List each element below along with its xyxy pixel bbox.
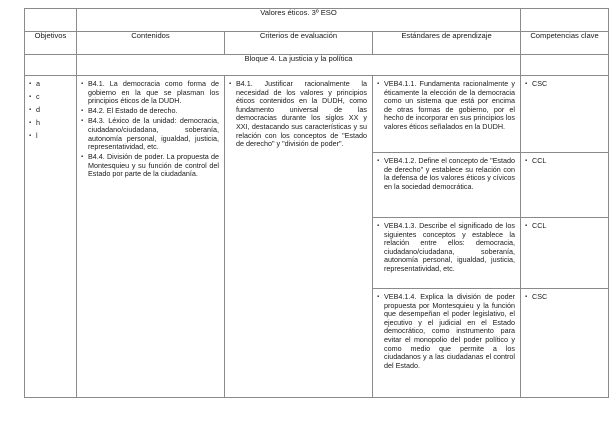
curriculum-table	[24, 8, 609, 398]
criterio-item: ▪ B4.1. Justificar racionalmente la necesidad de los valores y principios éticos contenidos en la DUDH, como fundamento universal de las democracias durante los siglos XX y XXI, destacando sus características y su relación con los conceptos de "Estado de derecho" y "división de poder".	[229, 80, 367, 149]
estandar-item: ▪ VEB4.1.2. Define el concepto de "Estado de derecho" y establece su relación con la defensa de los valores éticos y cívicos en la sociedad democrática.	[377, 157, 515, 191]
header-contenidos: Contenidos	[77, 32, 225, 55]
header-estandares: Estándares de aprendizaje	[373, 32, 521, 55]
contenidos-list	[81, 80, 219, 179]
contenidos-cell	[77, 76, 225, 398]
estandar-cell	[373, 218, 521, 289]
competencia-cell	[521, 153, 609, 218]
bloque-title: Bloque 4. La justicia y la política	[77, 55, 521, 76]
objetivos-list	[29, 80, 71, 141]
blank-cell-left	[25, 55, 77, 76]
estandar-item: ▪ VEB4.1.1. Fundamenta racionalmente y éticamente la elección de la democracia como un sistema que está por encima de otras formas de gobierno, por el hecho de incorporar en sus principios los valores éticos señalados en la DUDH.	[377, 80, 515, 132]
blank-cell-right	[521, 55, 609, 76]
estandar-cell	[373, 76, 521, 153]
estandar-cell	[373, 289, 521, 398]
competencia-cell	[521, 76, 609, 153]
table-title: Valores éticos. 3º ESO	[77, 9, 521, 32]
header-criterios: Criterios de evaluación	[225, 32, 373, 55]
competencia-item: ▪ CCL	[525, 157, 603, 166]
criterios-cell	[225, 76, 373, 398]
contenido-item: ▪ B4.3. Léxico de la unidad: democracia, ciudadano/ciudadana, soberanía, autonomía personal, igualdad, justicia, representatividad, etc.	[81, 117, 219, 151]
header-competencias: Competencias clave	[521, 32, 609, 55]
objetivo-item: ▪ c	[29, 93, 71, 102]
estandar-cell	[373, 153, 521, 218]
blank-corner-cell-right	[521, 9, 609, 32]
objetivo-item: ▪ h	[29, 119, 71, 128]
blank-corner-cell	[25, 9, 77, 32]
header-objetivos: Objetivos	[25, 32, 77, 55]
contenido-item: ▪ B4.2. El Estado de derecho.	[81, 107, 219, 116]
contenido-item: ▪ B4.4. División de poder. La propuesta de Montesquieu y su función de control del Estado por parte de la ciudadanía.	[81, 153, 219, 179]
estandar-item: ▪ VEB4.1.4. Explica la división de poder propuesta por Montesquieu y la función que desempeñan el poder legislativo, el ejecutivo y el judicial en el Estado democrático, como instrumento para evitar el monopolio del poder político y como medio que permite a los ciudadanos y a las ciudadanas el control del Estado.	[377, 293, 515, 370]
competencia-cell	[521, 289, 609, 398]
competencia-item: ▪ CSC	[525, 293, 603, 302]
objetivo-item: ▪ d	[29, 106, 71, 115]
competencia-cell	[521, 218, 609, 289]
estandar-item: ▪ VEB4.1.3. Describe el significado de los siguientes conceptos y establece la relación entre ellos: democracia, ciudadano/ciudadana, soberanía, autonomía personal, igualdad, justicia, representatividad, etc.	[377, 222, 515, 274]
objetivos-cell	[25, 76, 77, 398]
criterios-list	[229, 80, 367, 149]
competencia-item: ▪ CCL	[525, 222, 603, 231]
objetivo-item: ▪ l	[29, 132, 71, 141]
competencia-item: ▪ CSC	[525, 80, 603, 89]
contenido-item: ▪ B4.1. La democracia como forma de gobierno en la que se plasman los principios éticos de la DUDH.	[81, 80, 219, 106]
objetivo-item: ▪ a	[29, 80, 71, 89]
